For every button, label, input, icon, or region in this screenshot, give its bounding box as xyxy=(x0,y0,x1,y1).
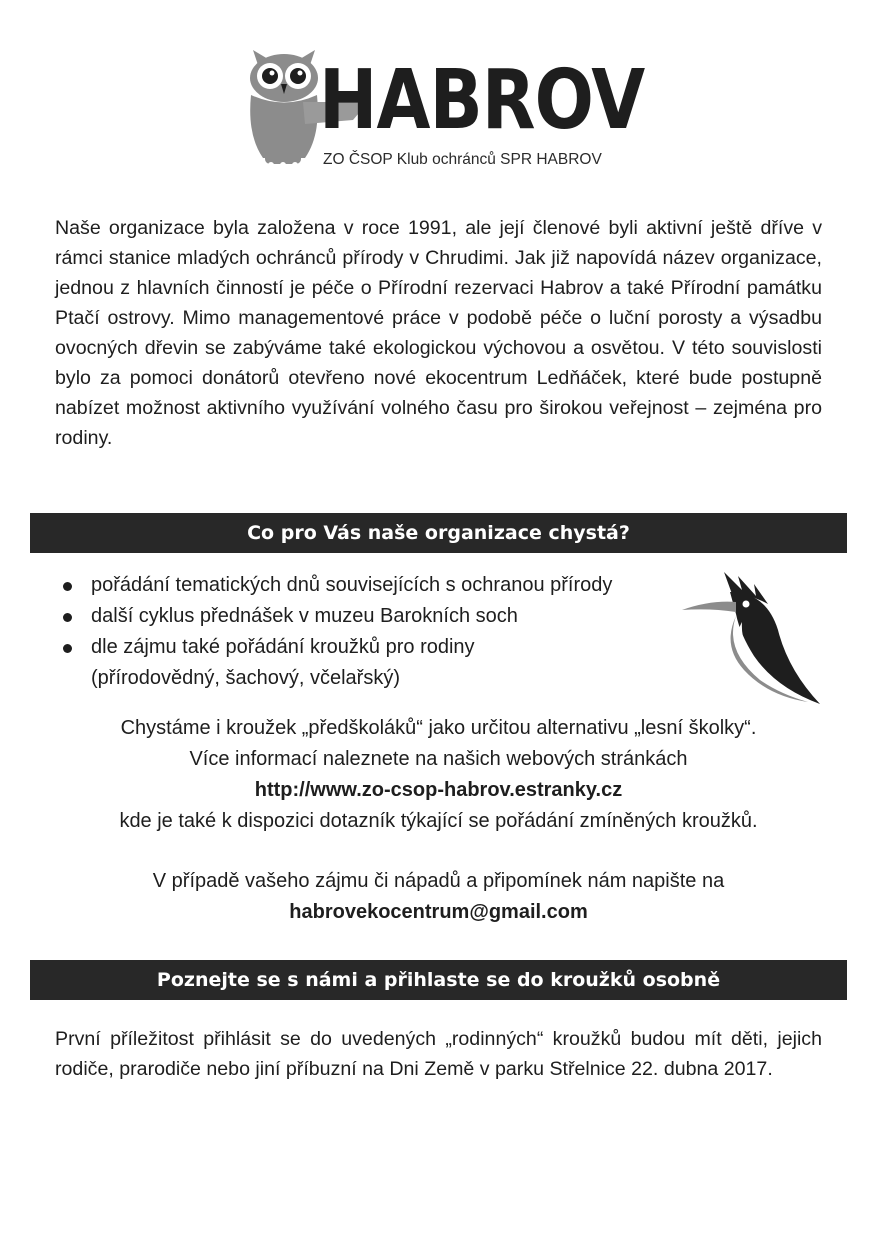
intro-paragraph: Naše organizace byla založena v roce 1991, ale její členové byli aktivní ještě dříve v rámci stanice mladých ochránců přírody v Chrudimi. Jak již napovídá název organizace, jednou z hlavních činností je péče o Přírodní rezervaci Habrov a také Přírodní památku Ptačí ostrovy. Mimo managementové práce v podobě péče o luční porosty a výsadbu ovocných dřevin se zabýváme také ekologickou výchovou a osvětou. V této souvislosti bylo za pomoci donátorů otevřeno nové ekocentrum Ledňáček, které bude postupně nabízet možnost aktivního využívání volného času pro širokou veřejnost – zejména pro rodiny. xyxy=(55,217,822,449)
section-heading-plans: Co pro Vás naše organizace chystá? xyxy=(30,513,847,553)
contact-block xyxy=(30,866,847,928)
list-item xyxy=(60,632,740,694)
list-item xyxy=(60,601,740,632)
list-item-text: dle zájmu také pořádání kroužků pro rodiny xyxy=(91,636,475,658)
logo-wordmark: HABROV xyxy=(319,53,645,148)
logo-subtitle: ZO ČSOP Klub ochránců SPR HABROV xyxy=(323,151,602,168)
list-item-subtext: (přírodovědný, šachový, včelařský) xyxy=(91,667,401,689)
section-heading-join: Poznejte se s námi a přihlaste se do kroužků osobně xyxy=(30,960,847,1000)
website-link[interactable]: http://www.zo-csop-habrov.estranky.cz xyxy=(254,779,623,801)
plans-list xyxy=(60,570,740,694)
list-item xyxy=(60,570,740,601)
info-block xyxy=(30,713,847,837)
contact-line: V případě vašeho zájmu či nápadů a připomínek nám napište na xyxy=(152,870,725,892)
info-line: Více informací naleznete na našich webových stránkách xyxy=(189,748,688,770)
list-item-text: další cyklus přednášek v muzeu Barokních soch xyxy=(91,605,518,627)
info-line: kde je také k dispozici dotazník týkající se pořádání zmíněných kroužků. xyxy=(119,810,758,832)
email-link[interactable]: habrovekocentrum@gmail.com xyxy=(289,901,588,923)
list-item-text: pořádání tematických dnů souvisejících s ochranou přírody xyxy=(91,574,613,596)
kingfisher-bird-icon xyxy=(680,570,825,710)
info-line: Chystáme i kroužek „předškoláků“ jako určitou alternativu „lesní školky“. xyxy=(120,717,757,739)
header-logo xyxy=(243,40,643,175)
final-paragraph: První příležitost přihlásit se do uvedených „rodinných“ kroužků budou mít děti, jejich rodiče, prarodiče nebo jiní příbuzní na Dni Země v parku Střelnice 22. dubna 2017. xyxy=(55,1028,822,1080)
